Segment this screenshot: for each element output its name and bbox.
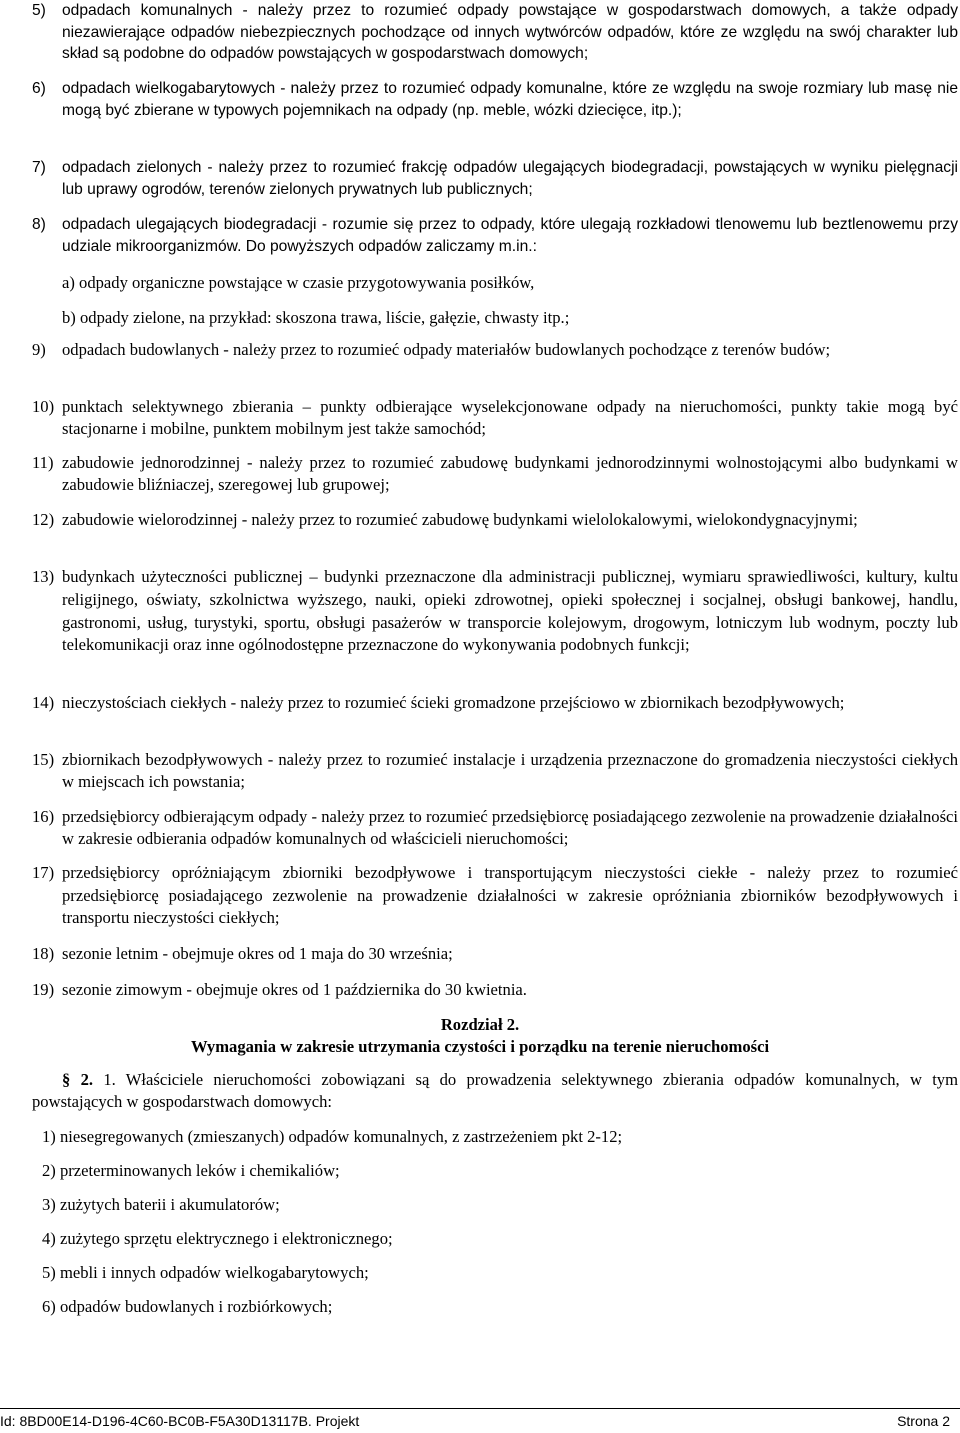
item-text: odpadach zielonych - należy przez to rozumieć frakcję odpadów ulegających biodegradacji, powstających w wyniku pielęgnacji lub uprawy ogrodów, terenów zielonych prywatnych lub publicznych;: [62, 159, 958, 198]
definition-item-17: [32, 862, 958, 930]
definition-item-8: [32, 214, 958, 258]
item-number: 12): [32, 510, 55, 529]
definition-item-11: [32, 452, 958, 495]
definition-item-9: [32, 339, 958, 361]
item-text: zabudowie wielorodzinnej - należy przez to rozumieć zabudowę budynkami wielolokalowymi, wielokondygnacyjnymi;: [62, 510, 858, 529]
list-item-3: 3) zużytych baterii i akumulatorów;: [42, 1195, 280, 1214]
item-text: odpadach budowlanych - należy przez to rozumieć odpady materiałów budowlanych pochodzące z terenów budów;: [62, 340, 831, 359]
list-item-5: 5) mebli i innych odpadów wielkogabarytowych;: [42, 1263, 369, 1282]
item-text: sezonie letnim - obejmuje okres od 1 maja do 30 września;: [62, 944, 453, 963]
item-number: 15): [32, 750, 55, 769]
item-number: 11): [32, 453, 54, 472]
item-text: zbiornikach bezodpływowych - należy przez to rozumieć instalacje i urządzenia przeznaczone do gromadzenia nieczystości ciekłych w miejscach ich powstania;: [62, 750, 958, 791]
item-number: 14): [32, 693, 55, 712]
section-paragraph: [32, 1069, 958, 1112]
definition-item-5: [32, 0, 958, 65]
item-number: 19): [32, 980, 55, 999]
item-text: zabudowie jednorodzinnej - należy przez to rozumieć zabudowę budynkami jednorodzinnymi wolnostojącymi albo budynkami w zabudowie bliźniaczej, szeregowej lub grupowej;: [62, 453, 958, 494]
document-id: Id: 8BD00E14-D196-4C60-BC0B-F5A30D13117B. Projekt: [0, 1413, 360, 1429]
item-text: odpadach wielkogabarytowych - należy przez to rozumieć odpady komunalne, które ze względu na swoje rozmiary lub masę nie mogą być zbierane w typowych pojemnikach na odpady (np. meble, wózki dziecięce, itp.);: [62, 80, 958, 119]
item-text: sezonie zimowym - obejmuje okres od 1 października do 30 kwietnia.: [62, 980, 527, 999]
list-item-4: 4) zużytego sprzętu elektrycznego i elektronicznego;: [42, 1229, 393, 1248]
footer-divider: [0, 1408, 960, 1409]
item-number: 13): [32, 567, 55, 586]
chapter-label: Rozdział 2.: [440, 1015, 520, 1034]
list-item-1: 1) niesegregowanych (zmieszanych) odpadów komunalnych, z zastrzeżeniem pkt 2-12;: [42, 1127, 623, 1146]
chapter-title: Wymagania w zakresie utrzymania czystości i porządku na terenie nieruchomości: [190, 1037, 770, 1056]
item-text: przedsiębiorcy opróżniającym zbiorniki bezodpływowe i transportującym nieczystości ciekłe - należy przez to rozumieć przedsiębiorcę posiadającego zezwolenie na prowadzenie działalności w zakresie opróżniania zbiorników bezodpływowych i transportu nieczystości ciekłych;: [62, 863, 958, 927]
definition-item-10: [32, 396, 958, 439]
list-item-6: 6) odpadów budowlanych i rozbiórkowych;: [42, 1297, 333, 1316]
item-number: 16): [32, 807, 55, 826]
item-text: odpadach ulegających biodegradacji - rozumie się przez to odpady, które ulegają rozkładowi tlenowemu lub beztlenowemu przy udziale mikroorganizmów. Do powyższych odpadów zaliczamy m.in.:: [62, 216, 958, 255]
item-number: 18): [32, 944, 55, 963]
item-number: 7): [32, 159, 46, 176]
definition-item-14: [32, 692, 958, 714]
definition-item-6: [32, 78, 958, 122]
page-number: Strona 2: [897, 1413, 950, 1429]
item-text: nieczystościach ciekłych - należy przez to rozumieć ścieki gromadzone przejściowo w zbiornikach bezodpływowych;: [62, 693, 845, 712]
definition-item-12: [32, 509, 958, 531]
definition-item-18: [32, 943, 958, 965]
item-text: budynkach użyteczności publicznej – budynki przeznaczone dla administracji publicznej, wymiaru sprawiedliwości, kultury, kultu religijnego, oświaty, szkolnictwa wyższego, nauki, opieki zdrowotnej, opieki społecznej i socjalnej, obsługi bankowej, handlu, gastronomi, usług, turystyki, sportu, obsługi pasażerów w transporcie kolejowym, drogowym, lotniczym lub wodnym, poczty lub telekomunikacji oraz inne ogólnodostępne przeznaczone do wykonywania podobnych funkcji;: [62, 567, 958, 655]
item-number: 5): [32, 2, 46, 19]
item-number: 10): [32, 397, 55, 416]
definition-item-19: [32, 979, 958, 1001]
definition-item-16: [32, 806, 958, 849]
item-text: punktach selektywnego zbierania – punkty odbierające wyselekcjonowane odpady na nieruchomości, punkty takie mogą być stacjonarne i mobilne, punktem mobilnym jest także samochód;: [62, 397, 958, 438]
page-footer: [0, 1408, 960, 1428]
item-text: przedsiębiorcy odbierającym odpady - należy przez to rozumieć przedsiębiorcę posiadającego zezwolenie na prowadzenie działalności w zakresie odbierania odpadów komunalnych od właścicieli nieruchomości;: [62, 807, 958, 848]
definition-item-13: [32, 566, 958, 657]
section-text: 1. Właściciele nieruchomości zobowiązani są do prowadzenia selektywnego zbierania odpadów komunalnych, w tym powstających w gospodarstwach domowych:: [32, 1070, 959, 1111]
item-number: 8): [32, 216, 46, 233]
list-item-2: 2) przeterminowanych leków i chemikaliów;: [42, 1161, 340, 1180]
item-number: 17): [32, 863, 55, 882]
item-number: 6): [32, 80, 46, 97]
section-mark: § 2.: [62, 1070, 94, 1089]
subitem-b: b) odpady zielone, na przykład: skoszona trawa, liście, gałęzie, chwasty itp.;: [62, 308, 570, 327]
item-number: 9): [32, 340, 46, 359]
item-text: odpadach komunalnych - należy przez to rozumieć odpady powstające w gospodarstwach domowych, a także odpady niezawierające odpadów niebezpiecznych pochodzące od innych wytwórców odpadów, które ze względu na swój charakter lub skład są podobne do odpadów powstających w gospodarstwach domowych;: [62, 2, 958, 62]
definition-item-7: [32, 157, 958, 201]
definition-item-15: [32, 749, 958, 792]
subitem-a: a) odpady organiczne powstające w czasie przygotowywania posiłków,: [62, 273, 535, 292]
